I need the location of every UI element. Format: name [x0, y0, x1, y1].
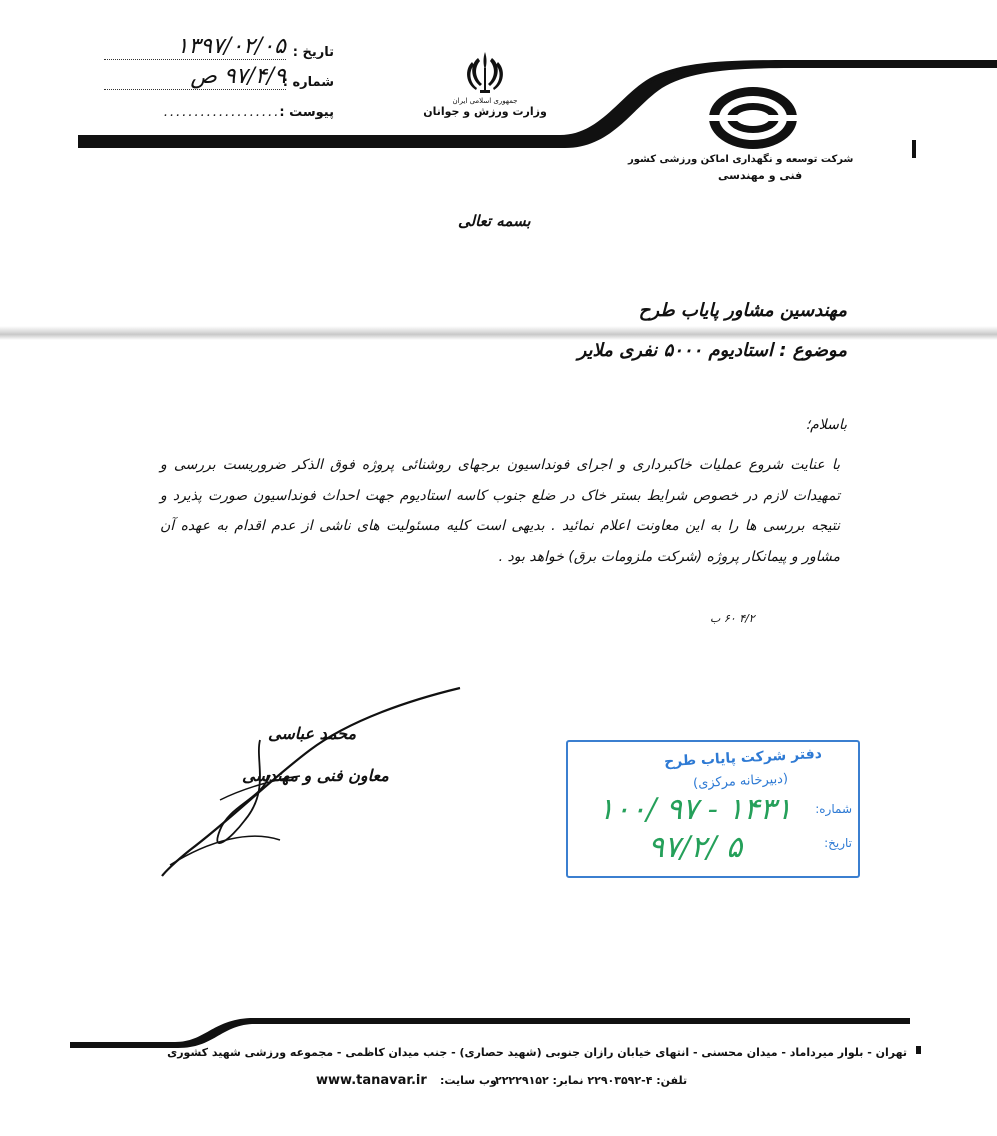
handwritten-note: ۴/۲ ۶۰ ب: [710, 612, 755, 625]
stamp-number-label: شماره:: [815, 802, 852, 816]
footer-address: تهران - بلوار میرداماد - میدان محسنی - انتهای خیابان رازان جنوبی (شهید حصاری) - جنب میدان کاظمی - مجموعه ورزشی شهید کشوری: [167, 1046, 907, 1059]
date-label: تاریخ :: [292, 45, 334, 60]
footer-bullet: [916, 1046, 921, 1054]
recipient: مهندسین مشاور پایاب طرح: [638, 300, 847, 321]
stamp-secretariat: (دبیرخانه مرکزی): [692, 771, 789, 792]
company-name: شرکت توسعه و نگهداری اماکن ورزشی کشور: [628, 154, 854, 165]
handwritten-signature: [150, 680, 480, 880]
number-value: ۹۷/۴/۹ ص: [104, 66, 286, 90]
ministry-name: وزارت ورزش و جوانان: [423, 105, 547, 118]
company-logo-icon: [707, 85, 799, 151]
greeting: باسلام؛: [805, 417, 847, 433]
scan-streak: [0, 326, 997, 340]
attachment-label: پیوست :: [279, 105, 334, 120]
footer-website[interactable]: www.tanavar.ir: [316, 1073, 427, 1088]
signer-name: محمد عباسی: [268, 724, 357, 743]
header-swoosh: [0, 0, 997, 170]
stamp-date-label: تاریخ:: [824, 836, 852, 850]
footer-website-label: وب سایت:: [440, 1074, 497, 1087]
stamp-number-value: ۱۰۰/ ۹۷ - ۱۴۳۱: [598, 792, 792, 827]
attachment-value: ....................: [163, 105, 286, 120]
company-department: فنی و مهندسی: [718, 169, 803, 182]
basmala: بسمه تعالی: [458, 212, 531, 230]
footer-phone: تلفن: ۴-۲۲۹۰۳۵۹۲ نمابر: ۲۲۲۲۹۱۵۲: [495, 1074, 688, 1087]
subject: موضوع : استادیوم ۵۰۰۰ نفری ملایر: [577, 340, 847, 361]
ministry-top-line: جمهوری اسلامی ایران: [452, 97, 518, 105]
number-label: شماره :: [282, 75, 334, 90]
stamp-date-value: ۹۷/۲/ ۵: [648, 830, 743, 865]
signer-title: معاون فنی و مهندسی: [242, 766, 389, 785]
stamp-company: دفتر شرکت پایاب طرح: [663, 745, 823, 771]
date-value: ۱۳۹۷/۰۲/۰۵: [104, 36, 286, 60]
receipt-stamp: [566, 740, 860, 878]
letter-body: با عنایت شروع عملیات خاکبرداری و اجرای فونداسیون برجهای روشنائی پروژه فوق الذکر ضروریست بررسی و تمهیدات لازم در خصوص شرایط بستر خاک در ضلع جنوب کاسه استادیوم جهت احداث فونداسیون صورت پذیرد و نتیجه بررسی ها را به این معاونت اعلام نمائید . بدیهی است کلیه مسئولیت های ناشی از عدم اقدام به عهده آن مشاور و پیمانکار پروژه (شرکت ملزومات برق) خواهد بود .: [160, 457, 840, 565]
